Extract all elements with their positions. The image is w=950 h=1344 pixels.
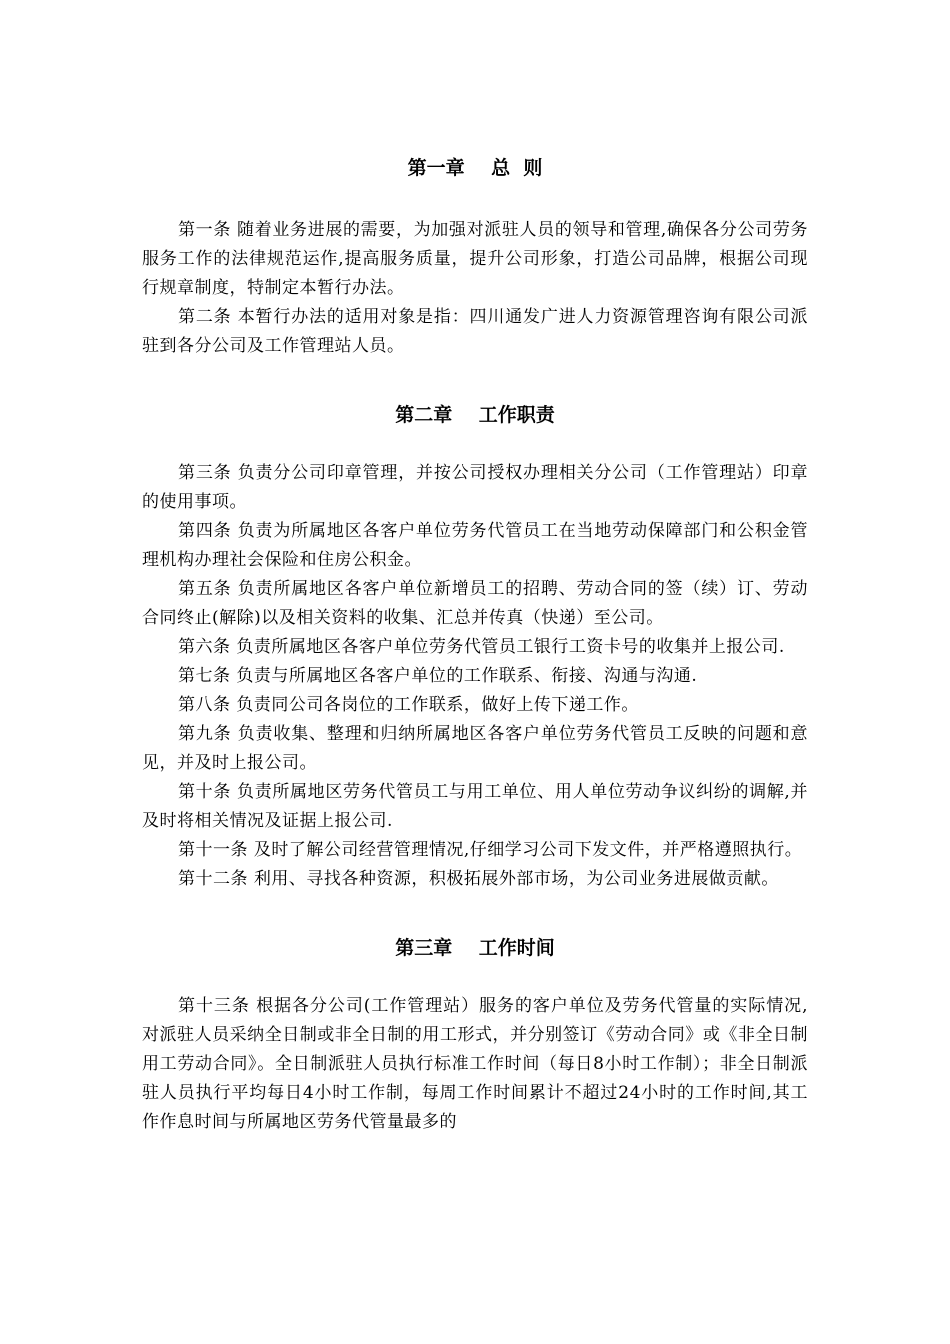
article-12: 第十二条 利用、寻找各种资源，积极拓展外部市场，为公司业务进展做贡献。 [178, 869, 779, 889]
article-11: 第十一条 及时了解公司经营管理情况,仔细学习公司下发文件，并严格遵照执行。 [178, 840, 803, 860]
chapter-2-title: 第二章 工作职责 [395, 404, 555, 426]
article-10: 第十条 负责所属地区劳务代管员工与用工单位、用人单位劳动争议纠纷的调解,并及时将相关情况及证据上报公司. [142, 782, 808, 831]
article-7: 第七条 负责与所属地区各客户单位的工作联系、衔接、沟通与沟通. [178, 666, 698, 686]
chapter-3-title: 第三章 工作时间 [395, 937, 555, 959]
document-page [142, 150, 808, 1137]
article-9: 第九条 负责收集、整理和归纳所属地区各客户单位劳务代管员工反映的问题和意见，并及时上报公司。 [142, 724, 808, 773]
article-5: 第五条 负责所属地区各客户单位新增员工的招聘、劳动合同的签（续）订、劳动合同终止(解除)以及相关资料的收集、汇总并传真（快递）至公司。 [142, 579, 808, 628]
article-6: 第六条 负责所属地区各客户单位劳务代管员工银行工资卡号的收集并上报公司. [178, 637, 785, 657]
article-4: 第四条 负责为所属地区各客户单位劳务代管员工在当地劳动保障部门和公积金管理机构办理社会保险和住房公积金。 [142, 521, 808, 570]
article-1: 第一条 随着业务进展的需要，为加强对派驻人员的领导和管理,确保各分公司劳务服务工作的法律规范运作,提高服务质量，提升公司形象，打造公司品牌，根据公司现行规章制度，特制定本暂行办法。 [142, 220, 808, 298]
chapter-1-title: 第一章 总 则 [407, 157, 543, 179]
article-3: 第三条 负责分公司印章管理，并按公司授权办理相关分公司（工作管理站）印章的使用事项。 [142, 463, 808, 512]
article-13: 第十三条 根据各分公司(工作管理站）服务的客户单位及劳务代管量的实际情况,对派驻人员采纳全日制或非全日制的用工形式，并分别签订《劳动合同》或《非全日制用工劳动合同》。全日制派驻人员执行标准工作时间（每日8小时工作制）；非全日制派驻人员执行平均每日4小时工作制，每周工作时间累计不超过24小时的工作时间,其工作作息时间与所属地区劳务代管量最多的 [142, 996, 808, 1132]
article-8: 第八条 负责同公司各岗位的工作联系，做好上传下递工作。 [178, 695, 639, 715]
article-2: 第二条 本暂行办法的适用对象是指：四川通发广进人力资源管理咨询有限公司派驻到各分公司及工作管理站人员。 [142, 307, 808, 356]
